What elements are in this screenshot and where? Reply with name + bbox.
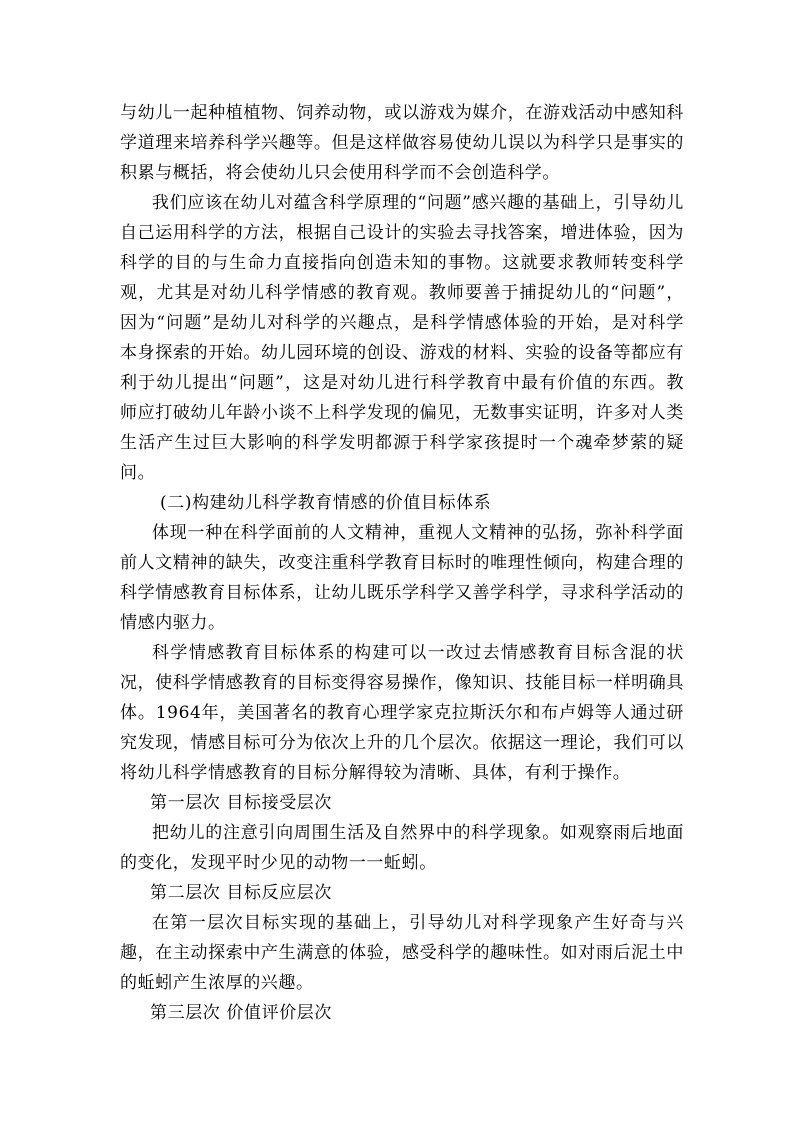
paragraph-body: 体现一种在科学面前的人文精神，重视人文精神的弘扬，弥补科学面前人文精神的缺失，改变注重科学教育目标时的唯理性倾向，构建合理的科学情感教育目标体系，让幼儿既乐学科学又善学科学，寻求科学活动的情感内驱力。 [120, 523, 684, 633]
level-heading: 第一层次 目标接受层次 [150, 793, 333, 813]
paragraph-body: 把幼儿的注意引向周围生活及自然界中的科学现象。如观察雨后地面的变化，发现平时少见的动物一一蚯蚓。 [120, 823, 684, 873]
level-heading: 第二层次 目标反应层次 [150, 883, 333, 903]
level-heading: 第三层次 价值评价层次 [150, 1003, 333, 1023]
paragraph-body: 科学情感教育目标体系的构建可以一改过去情感教育目标含混的状况，使科学情感教育的目标变得容易操作，像知识、技能目标一样明确具体。1964年，美国著名的教育心理学家克拉斯沃尔和布卢姆等人通过研究发现，情感目标可分为依次上升的几个层次。依据这一理论，我们可以将幼儿科学情感教育的目标分解得较为清晰、具体，有利于操作。 [120, 643, 684, 783]
section-heading: (二)构建幼儿科学教育情感的价值目标体系 [160, 493, 492, 513]
paragraph-body: 我们应该在幼儿对蕴含科学原理的“问题”感兴趣的基础上，引导幼儿自己运用科学的方法，根据自己设计的实验去寻找答案，增进体验，因为科学的目的与生命力直接指向创造未知的事物。这就要求教师转变科学观，尤其是对幼儿科学情感的教育观。教师要善于捕捉幼儿的“问题”，因为“问题”是幼儿对科学的兴趣点，是科学情感体验的开始，是对科学本身探索的开始。幼儿园环境的创设、游戏的材料、实验的设备等都应有利于幼儿提出“问题”，这是对幼儿进行科学教育中最有价值的东西。教师应打破幼儿年龄小谈不上科学发现的偏见，无数事实证明，许多对人类生活产生过巨大影响的科学发明都源于科学家孩提时一个魂牵梦萦的疑问。 [120, 193, 684, 483]
paragraph-continued: 与幼儿一起种植植物、饲养动物，或以游戏为媒介，在游戏活动中感知科学道理来培养科学兴趣等。但是这样做容易使幼儿误以为科学只是事实的积累与概括，将会使幼儿只会使用科学而不会创造科学。 [120, 103, 684, 183]
paragraph-body: 在第一层次目标实现的基础上，引导幼儿对科学现象产生好奇与兴趣，在主动探索中产生满意的体验，感受科学的趣味性。如对雨后泥土中的蚯蚓产生浓厚的兴趣。 [120, 913, 684, 993]
document-page [120, 98, 684, 1028]
